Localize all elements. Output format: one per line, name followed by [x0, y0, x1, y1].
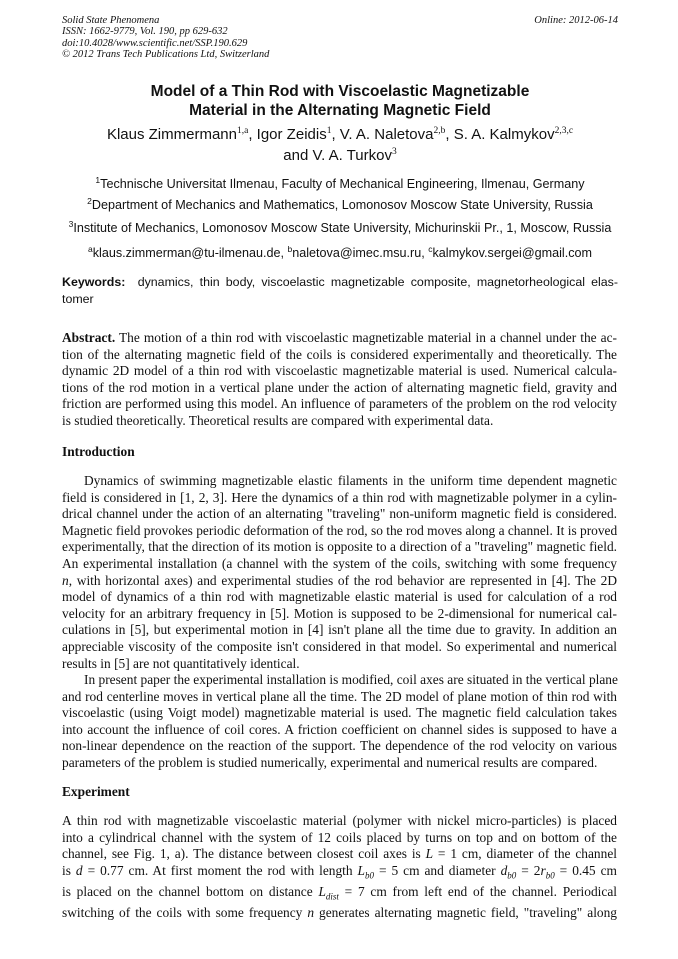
paragraph-text: is placed on the channel bottom on distance	[62, 884, 319, 900]
introduction-paragraph-2	[62, 672, 617, 772]
affiliation-text: Department of Mechanics and Mathematics, Lomonosov Moscow State University, Russia	[91, 198, 593, 212]
paragraph-line: An experimental installation (a channel with the system of the coils, switching with some frequency	[62, 555, 617, 571]
paragraph-line	[62, 573, 617, 590]
affiliation-mark: 1	[95, 175, 101, 185]
math-subscript: b0	[545, 870, 555, 881]
email-mark: a	[88, 244, 93, 254]
paragraph-line: Magnetic field provokes periodic deformation of the rod, so the rod moves along a channel. It is proved	[62, 522, 618, 538]
paragraph-line	[62, 863, 617, 884]
paragraph-line	[62, 846, 617, 863]
paragraph-line: appreciable viscosity of the composite isn't considered in that model. So experimental and numerical	[62, 638, 617, 654]
paragraph-line: Dynamics of swimming magnetizable elastic filaments in the uniform time dependent magnetic	[84, 473, 617, 488]
paragraph-line: parameters of the problem is studied numerically, experimental and numerical results are compared.	[62, 754, 598, 770]
journal-doi: doi:10.4028/www.scientific.net/SSP.190.629	[62, 37, 248, 49]
math-value: = 0.45	[554, 862, 596, 878]
introduction-paragraph-1	[62, 473, 617, 672]
paragraph-text: generates alternating magnetic field, "traveling" along	[314, 905, 617, 921]
math-variable: d	[500, 862, 508, 878]
math-subscript: b0	[365, 870, 374, 881]
author-name: Igor Zeidis	[256, 126, 327, 143]
keywords-text-cont: tomer	[62, 292, 94, 306]
paragraph-text: cm from left end of the channel. Periodical	[364, 884, 617, 900]
author-separator: ,	[445, 126, 454, 143]
affiliation-mark: 3	[68, 219, 74, 229]
abstract	[62, 330, 617, 430]
paragraph-text: switching of the coils with some frequency	[62, 905, 308, 921]
author-affiliation-mark: 1	[326, 126, 332, 136]
online-date: Online: 2012-06-14	[534, 15, 618, 26]
journal-name: Solid State Phenomena	[62, 15, 160, 26]
paragraph-line: culations in [5], but experimental motion in [4] isn't plane all the time due to gravity. In addition an	[62, 622, 617, 638]
math-variable: n	[307, 905, 315, 921]
author-affiliation-mark: 3	[391, 147, 397, 157]
paragraph-text: , with horizontal axes) and experimental studies of the rod behavior are represented in [4]. The 2D	[68, 572, 617, 588]
paragraph-line: into account the influence of coil cores. A friction coefficient on channel sides is supposed to have a	[62, 721, 617, 737]
abstract-line: tions of the rod motion in a vertical plane under the action of alternating magnetic field, gravity and	[62, 379, 617, 395]
email-address: naletova@imec.msu.ru,	[292, 246, 429, 260]
math-value: = 7	[338, 884, 365, 900]
paragraph-line: drical channel under the action of an alternating "traveling" non-uniform magnetic field is considered.	[62, 506, 617, 522]
math-value: = 0.77	[82, 862, 124, 878]
experiment-paragraph	[62, 813, 617, 922]
title-line-2: Material in the Alternating Magnetic Field	[189, 102, 491, 119]
math-subscript: b0	[507, 870, 517, 881]
abstract-line: dynamic 2D model of a thin rod with viscoelastic magnetizable material is used. Numerical calcula-	[62, 363, 617, 379]
paragraph-text: is	[62, 862, 76, 878]
author-affiliation-mark: 2,b	[433, 126, 446, 136]
title-line-1: Model of a Thin Rod with Viscoelastic Magnetizable	[150, 83, 530, 100]
author-separator: ,	[331, 126, 340, 143]
affiliation-3	[58, 221, 622, 236]
journal-copyright: © 2012 Trans Tech Publications Ltd, Switzerland	[62, 49, 270, 61]
paragraph-line: non-linear dependence on the reaction of the support. The dependence of the rod velocity on various	[62, 738, 617, 754]
paragraph-line: velocity for an arbitrary frequency in [5]. Motion is supposed to be 2-dimensional for numerical cal-	[62, 605, 617, 621]
author-name: and V. A. Turkov	[283, 147, 392, 164]
email-line	[62, 246, 618, 261]
journal-issn: ISSN: 1662-9779, Vol. 190, pp 629-632	[62, 26, 228, 38]
paragraph-line: and rod centerline moves in vertical plane all the time. The 2D model of plane motion of thin rod with	[62, 688, 617, 704]
math-variable: L	[318, 884, 326, 900]
abstract-label: Abstract.	[62, 330, 116, 345]
author-name: S. A. Kalmykov	[453, 126, 555, 143]
math-variable: L	[425, 846, 434, 862]
paragraph-line: into a cylindrical channel with the system of 12 coils placed by turns on top and on bottom of the	[62, 829, 617, 845]
paragraph-line: viscoelastic (using Voigt model) magnetizable material is used. The magnetic field calculation takes	[62, 705, 617, 721]
journal-header	[62, 15, 618, 61]
introduction-heading: Introduction	[62, 444, 135, 459]
affiliation-text: Technische Universitat Ilmenau, Faculty of Mechanical Engineering, Ilmenau, Germany	[100, 177, 585, 191]
experiment-heading: Experiment	[62, 784, 130, 799]
author-list	[62, 124, 618, 166]
abstract-line: The motion of a thin rod with viscoelastic magnetizable material in a channel under the ac-	[119, 330, 617, 345]
affiliation-mark: 2	[87, 196, 92, 206]
author-name: V. A. Naletova	[339, 126, 434, 143]
paragraph-text: channel, see Fig. 1, a). The distance between closest coil axes is	[62, 846, 426, 862]
abstract-line: tion of the alternating magnetic field of the coils is considered experimentally and theoretically. The	[62, 346, 617, 362]
paragraph-text: cm and diameter	[398, 862, 501, 878]
paragraph-text: cm. At first moment the rod with length	[123, 862, 358, 878]
paragraph-line	[62, 884, 617, 905]
abstract-line: friction are performed using this model. An influence of parameters of the problem on the rod velocity	[62, 396, 617, 412]
paragraph-line: A thin rod with magnetizable viscoelastic material (polymer with nickel micro-particles) is placed	[62, 813, 617, 828]
math-value: = 1	[433, 846, 458, 862]
paragraph-text: cm, diameter of the channel	[457, 846, 617, 862]
author-affiliation-mark: 2,3,c	[554, 126, 574, 136]
author-line-1	[62, 124, 618, 145]
paragraph-line: experimentally, that the direction of its motion is opposite to a direction of a "traveling" magnetic field.	[62, 539, 617, 555]
paragraph-line: In present paper the experimental installation is modified, coil axes are situated in the vertical plane	[84, 672, 618, 687]
email-mark: b	[287, 244, 293, 254]
paper-title	[62, 82, 618, 120]
author-name: Klaus Zimmermann	[106, 126, 237, 143]
author-line-2	[62, 145, 618, 166]
paragraph-line: results in [5] are not quantitatively identical.	[62, 655, 300, 671]
math-value: = 5	[374, 862, 399, 878]
math-subscript: dist	[325, 891, 339, 902]
math-variable: d	[75, 862, 83, 878]
math-variable: n	[62, 572, 69, 588]
keywords-text: dynamics, thin body, viscoelastic magnetizable composite, magnetorheological elas-	[137, 275, 618, 289]
abstract-line: is studied theoretically. Theoretical results are compared with experimental data.	[62, 412, 494, 428]
author-affiliation-mark: 1,a	[236, 126, 249, 136]
paragraph-line	[62, 905, 617, 922]
affiliation-1	[62, 177, 618, 192]
email-mark: c	[428, 244, 433, 254]
paragraph-text: cm	[595, 862, 617, 878]
email-address: kalmykov.sergei@gmail.com	[432, 246, 592, 260]
author-separator: ,	[248, 126, 257, 143]
paragraph-line: field is considered in [1, 2, 3]. Here the dynamics of a thin rod with magnetizable polymer in a cylin-	[62, 489, 617, 505]
keywords	[62, 274, 618, 308]
affiliation-text: Institute of Mechanics, Lomonosov Moscow State University, Michurinskii Pr., 1, Moscow, Russia	[73, 221, 612, 235]
paragraph-line: model of dynamics of a thin rod with magnetizable elastic material is used for calculation of a rod	[62, 589, 617, 605]
math-variable: L	[357, 862, 365, 878]
email-address: klaus.zimmerman@tu-ilmenau.de,	[92, 246, 288, 260]
affiliation-2	[62, 198, 618, 213]
math-value: = 2	[516, 862, 541, 878]
keywords-label: Keywords:	[62, 275, 126, 289]
math-variable: r	[540, 862, 546, 878]
